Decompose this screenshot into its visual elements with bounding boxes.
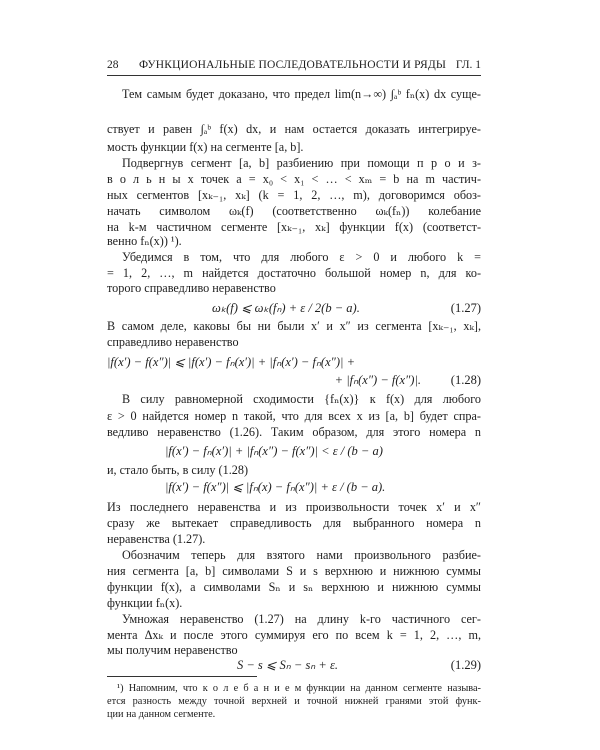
text-line: ε > 0 найдется номер n такой, что для всех x из [a, b] будет спра-	[107, 409, 481, 423]
equation-number: (1.28)	[450, 373, 481, 387]
text-line: Умножая неравенство (1.27) на длину k-го частичного сег-	[122, 612, 481, 626]
text-line: функции f(x), а символами Sₙ и sₙ верхнюю и нижнюю суммы	[107, 580, 481, 594]
running-title: ФУНКЦИОНАЛЬНЫЕ ПОСЛЕДОВАТЕЛЬНОСТИ И РЯДЫ	[139, 59, 447, 71]
text-line: В силу равномерной сходимости {fₙ(x)} к f(x) для любого	[122, 392, 481, 406]
text-line: неравенства (1.27).	[107, 532, 206, 546]
text-line: торого справедливо неравенство	[107, 281, 276, 295]
text-line: ствует и равен ∫ₐᵇ f(x) dx, и нам остается доказать интегрируе-	[107, 122, 481, 136]
footnote-line: ¹) Напомним, что к о л е б а н и е м функции на данном сегменте называ-	[117, 683, 481, 694]
text-line: В самом деле, каковы бы ни были x′ и x″ из сегмента [xₖ₋₁, xₖ],	[107, 319, 481, 333]
text-line: Обозначим теперь для взятого нами произвольного разбие-	[122, 548, 481, 562]
equation-number: (1.29)	[450, 658, 481, 672]
text-line: Тем самым будет доказано, что предел lim(n→∞) ∫ₐᵇ fₙ(x) dx суще-	[122, 87, 481, 101]
footnote-divider	[107, 676, 257, 677]
text-line: Из последнего неравенства и из произвольности точек x′ и x″	[107, 500, 481, 514]
text-line: мость функции f(x) на сегменте [a, b].	[107, 140, 304, 154]
text-line: сразу же вытекает справедливость для выбранного номера n	[107, 516, 481, 530]
text-line: Подвергнув сегмент [a, b] разбиению при помощи п р о и з-	[122, 156, 481, 170]
chapter-label: ГЛ. 1	[455, 59, 481, 71]
text-line: функции fₙ(x).	[107, 596, 183, 610]
text-line: мы получим неравенство	[107, 643, 238, 657]
text-line: ния сегмента [a, b] символами S и s верхнюю и нижнюю суммы	[107, 564, 481, 578]
text-line: мента Δxₖ и после этого суммируя его по всем k = 1, 2, …, m,	[107, 628, 481, 642]
text-line: на k-м частичном сегменте [xₖ₋₁, xₖ] функции f(x) (соответст-	[107, 220, 481, 234]
text-line: справедливо неравенство	[107, 335, 239, 349]
text-line: и, стало быть, в силу (1.28)	[107, 463, 249, 477]
text-line: ных сегментов [xₖ₋₁, xₖ] (k = 1, 2, …, m), договоримся обоз-	[107, 188, 481, 202]
text-line: ведливо неравенство (1.26). Таким образом, для этого номера n	[107, 425, 481, 439]
text-line: венно fₙ(x)) ¹).	[107, 234, 182, 248]
text-line: Убедимся в том, что для любого ε > 0 и любого k =	[122, 250, 481, 264]
equation-number: (1.27)	[450, 301, 481, 315]
page-number: 28	[107, 59, 119, 71]
text-line: в о л ь н ы х точек a = x₀ < x₁ < … < xₘ = b на m частич-	[107, 172, 481, 186]
running-header	[107, 59, 481, 76]
text-line: = 1, 2, …, m найдется достаточно большой номер n, для ко-	[107, 266, 481, 280]
text-line: начать символом ωₖ(f) (соответственно ωₖ(fₙ)) колебание	[107, 204, 481, 218]
footnote-line: ется разность между точной верхней и точной нижней гранями этой функ-	[107, 696, 481, 707]
footnote-line: ции на данном сегменте.	[107, 709, 216, 720]
